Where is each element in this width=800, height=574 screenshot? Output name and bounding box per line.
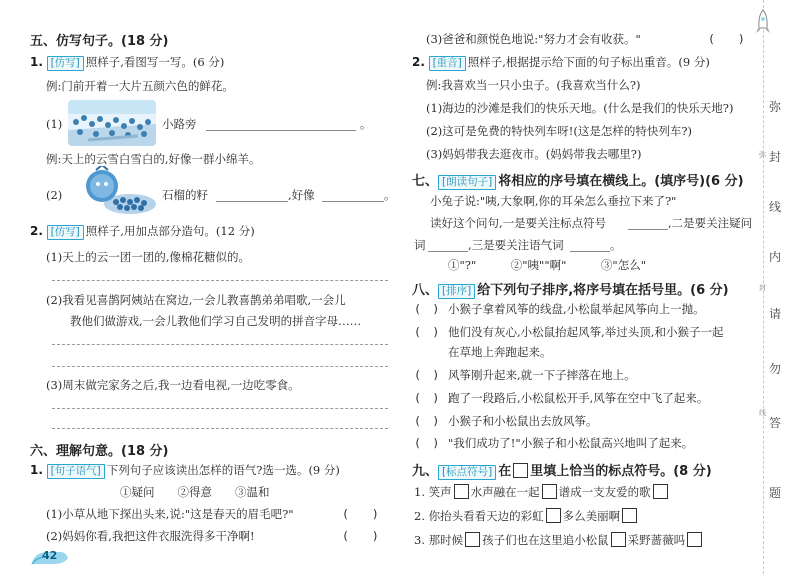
side-small-2: 封 xyxy=(759,284,766,292)
section6-title: 六、理解句意。(18 分) xyxy=(30,444,169,459)
section7-blank2[interactable] xyxy=(428,251,468,252)
sec9-q1-a: 1. 笑声 xyxy=(414,485,452,499)
sec8-item-4: 跑了一段路后,小松鼠松开手,风筝在空中飞了起来。 xyxy=(448,391,709,405)
sec9-q1-b: 水声融在一起 xyxy=(470,485,540,499)
q2-3: (3)周末做完家务之后,我一边看电视,一边吃零食。 xyxy=(46,378,300,392)
side-char-3: 线 xyxy=(768,200,781,214)
sec9-q3-box1[interactable] xyxy=(465,532,480,547)
q1-2-label: (2) xyxy=(46,188,63,202)
section8-tag: [排序] xyxy=(438,284,475,299)
q1-instruction: 照样子,看图写一写。(6 分) xyxy=(85,55,225,69)
q2-instruction: 照样子,用加点部分造句。(12 分) xyxy=(85,224,255,238)
sec8-paren-4[interactable]: ( ) xyxy=(414,391,440,405)
sec9-q2-a: 2. 你抬头看看天边的彩虹 xyxy=(414,509,544,523)
q62-1: (1)海边的沙滩是我们的快乐天地。(什么是我们的快乐天地?) xyxy=(426,101,734,115)
q2-line xyxy=(30,224,255,240)
q61-2-answer[interactable]: ( ) xyxy=(342,529,379,543)
q61-instruction: 下列句子应该读出怎样的语气?选一选。(9 分) xyxy=(106,463,340,477)
q2-2-answer-line1[interactable] xyxy=(52,344,388,345)
q1-example2: 例:天上的云雪白雪白的,好像一群小绵羊。 xyxy=(46,152,261,166)
q1-1-answer-line[interactable] xyxy=(206,130,356,131)
side-char-1: 弥 xyxy=(768,100,781,114)
sec8-paren-5[interactable]: ( ) xyxy=(414,414,440,428)
q61-3-answer[interactable]: ( ) xyxy=(708,32,745,46)
q61-number: 1. xyxy=(30,463,43,477)
q62-example: 例:我喜欢当一只小虫子。(我喜欢当什么?) xyxy=(426,78,641,92)
q1-2-answer-line-b[interactable] xyxy=(322,201,384,202)
q2-1: (1)天上的云一团一团的,像棉花糖似的。 xyxy=(46,250,250,264)
sec9-q3-box2[interactable] xyxy=(611,532,626,547)
sec9-q3-box3[interactable] xyxy=(687,532,702,547)
sec8-paren-6[interactable]: ( ) xyxy=(414,436,440,450)
section7-line1b: ,二是要关注疑问 xyxy=(668,216,753,230)
q1-2-end: 。 xyxy=(384,188,396,202)
sec9-q1-c: 谱成一支友爱的歌 xyxy=(558,485,651,499)
q1-1-text: 小路旁 xyxy=(162,117,197,131)
q62-line xyxy=(412,55,710,71)
side-small-1: 弥 xyxy=(759,151,766,159)
sec8-paren-3[interactable]: ( ) xyxy=(414,368,440,382)
q61-1: (1)小草从地下探出头来,说:"这是春天的眉毛吧?" xyxy=(46,507,294,521)
section7-line2c: 。 xyxy=(610,238,622,252)
q61-3: (3)爸爸和颜悦色地说:"努力才会有收获。" xyxy=(426,32,641,46)
q2-2-line1: (2)我看见喜鹊阿姨站在窝边,一会儿教喜鹊弟弟唱歌,一会儿 xyxy=(46,293,346,307)
sec8-item-6: "我们成功了!"小猴子和小松鼠高兴地叫了起来。 xyxy=(448,436,694,450)
q2-1-answer-line[interactable] xyxy=(52,280,388,281)
q1-2-text: 石榴的籽 xyxy=(162,188,208,202)
sec8-paren-1[interactable]: ( ) xyxy=(414,302,440,316)
pomegranate-picture xyxy=(72,166,158,216)
q1-tag: [仿写] xyxy=(47,56,84,71)
section9-line xyxy=(412,460,712,480)
q61-1-answer[interactable]: ( ) xyxy=(342,507,379,521)
q2-tag: [仿写] xyxy=(47,225,84,240)
q62-3: (3)妈妈带我去逛夜市。(妈妈带我去哪里?) xyxy=(426,147,642,161)
section7-options: ①"?" ②"咦""啊" ③"怎么" xyxy=(448,258,646,272)
q1-2-answer-line-a[interactable] xyxy=(216,201,288,202)
section8-instruction: 给下列句子排序,将序号填在括号里。(6 分) xyxy=(477,283,729,298)
q62-2: (2)这可是免费的特快列车呀!(这是怎样的特快列车?) xyxy=(426,124,693,138)
q2-2-answer-line2[interactable] xyxy=(52,366,388,367)
section9-sample-box xyxy=(513,463,528,478)
q61-tag: [句子语气] xyxy=(47,464,105,479)
side-char-2: 封 xyxy=(768,150,781,164)
q2-3-answer-line2[interactable] xyxy=(52,428,388,429)
q61-options: ①疑问 ②得意 ③温和 xyxy=(120,485,270,499)
sec8-item-1: 小猴子拿着风筝的线盘,小松鼠举起风筝向上一抛。 xyxy=(448,302,705,316)
side-small-3: 线 xyxy=(759,409,766,417)
section8-title: 八、 xyxy=(412,283,439,298)
q61-line xyxy=(30,463,340,479)
q2-number: 2. xyxy=(30,224,43,238)
sec9-q1-box3[interactable] xyxy=(653,484,668,499)
q61-2: (2)妈妈你看,我把这件衣服洗得多干净啊! xyxy=(46,529,255,543)
q1-example1: 例:门前开着一大片五颜六色的鲜花。 xyxy=(46,79,234,93)
q1-number: 1. xyxy=(30,55,43,69)
section7-line xyxy=(412,170,744,190)
sec9-q2-box2[interactable] xyxy=(622,508,637,523)
sec9-q2-box1[interactable] xyxy=(546,508,561,523)
section7-instruction: 将相应的序号填在横线上。(填序号)(6 分) xyxy=(498,174,744,189)
sec8-paren-2[interactable]: ( ) xyxy=(414,325,440,339)
flowers-picture xyxy=(68,100,156,146)
side-char-8: 题 xyxy=(768,486,781,500)
q2-2-line2: 教他们做游戏,一会儿教他们学习自己发明的拼音字母…… xyxy=(70,314,362,328)
sec9-q3-b: 孩子们也在这里追小松鼠 xyxy=(482,533,609,547)
sec8-item-3: 风筝刚升起来,就一下子摔落在地上。 xyxy=(448,368,636,382)
q2-3-answer-line1[interactable] xyxy=(52,408,388,409)
side-binding-strip xyxy=(752,0,800,574)
sec9-q2-b: 多么美丽啊 xyxy=(562,509,621,523)
q1-1-end: 。 xyxy=(360,117,372,131)
section7-line2a: 词 xyxy=(414,238,426,252)
section9-instruction-a: 在 xyxy=(498,464,512,479)
section7-blank3[interactable] xyxy=(570,251,610,252)
side-char-7: 答 xyxy=(768,416,781,430)
q62-tag: [重音] xyxy=(429,56,466,71)
side-char-6: 勿 xyxy=(768,362,781,376)
sec8-item-5: 小猴子和小松鼠出去放风筝。 xyxy=(448,414,598,428)
section9-title: 九、 xyxy=(412,464,439,479)
q1-line xyxy=(30,55,224,71)
section7-quote: 小兔子说:"咦,大象啊,你的耳朵怎么垂拉下来了?" xyxy=(430,194,677,208)
q62-number: 2. xyxy=(412,55,425,69)
sec9-q3-c: 采野蔷薇吗 xyxy=(627,533,686,547)
sec9-q3 xyxy=(414,532,704,548)
sec9-q1-box1[interactable] xyxy=(454,484,469,499)
section8-line xyxy=(412,279,729,299)
side-char-5: 请 xyxy=(768,307,781,321)
q1-1-label: (1) xyxy=(46,117,63,131)
section9-instruction-b: 里填上恰当的标点符号。(8 分) xyxy=(530,464,712,479)
sec9-q1-box2[interactable] xyxy=(542,484,557,499)
section7-line1a: 读好这个问句,一是要关注标点符号 xyxy=(430,216,607,230)
section5-title: 五、仿写句子。(18 分) xyxy=(30,34,169,49)
section9-tag: [标点符号] xyxy=(438,465,496,480)
section7-tag: [朗读句子] xyxy=(438,175,496,190)
side-char-4: 内 xyxy=(768,250,781,264)
sec9-q2 xyxy=(414,508,639,524)
q62-instruction: 照样子,根据提示给下面的句子标出重音。(9 分) xyxy=(467,55,710,69)
section7-title: 七、 xyxy=(412,174,439,189)
section7-blank1[interactable] xyxy=(628,229,668,230)
sec9-q3-a: 3. 那时候 xyxy=(414,533,464,547)
section7-line2b: ,三是要关注语气词 xyxy=(468,238,564,252)
sec8-item-2-cont: 在草地上奔跑起来。 xyxy=(448,345,552,359)
page-number: 42 xyxy=(42,549,58,562)
sec8-item-2: 他们没有灰心,小松鼠抬起风筝,举过头顶,和小猴子一起 xyxy=(448,325,724,339)
q1-2-mid: ,好像 xyxy=(288,188,315,202)
sec9-q1 xyxy=(414,484,670,500)
